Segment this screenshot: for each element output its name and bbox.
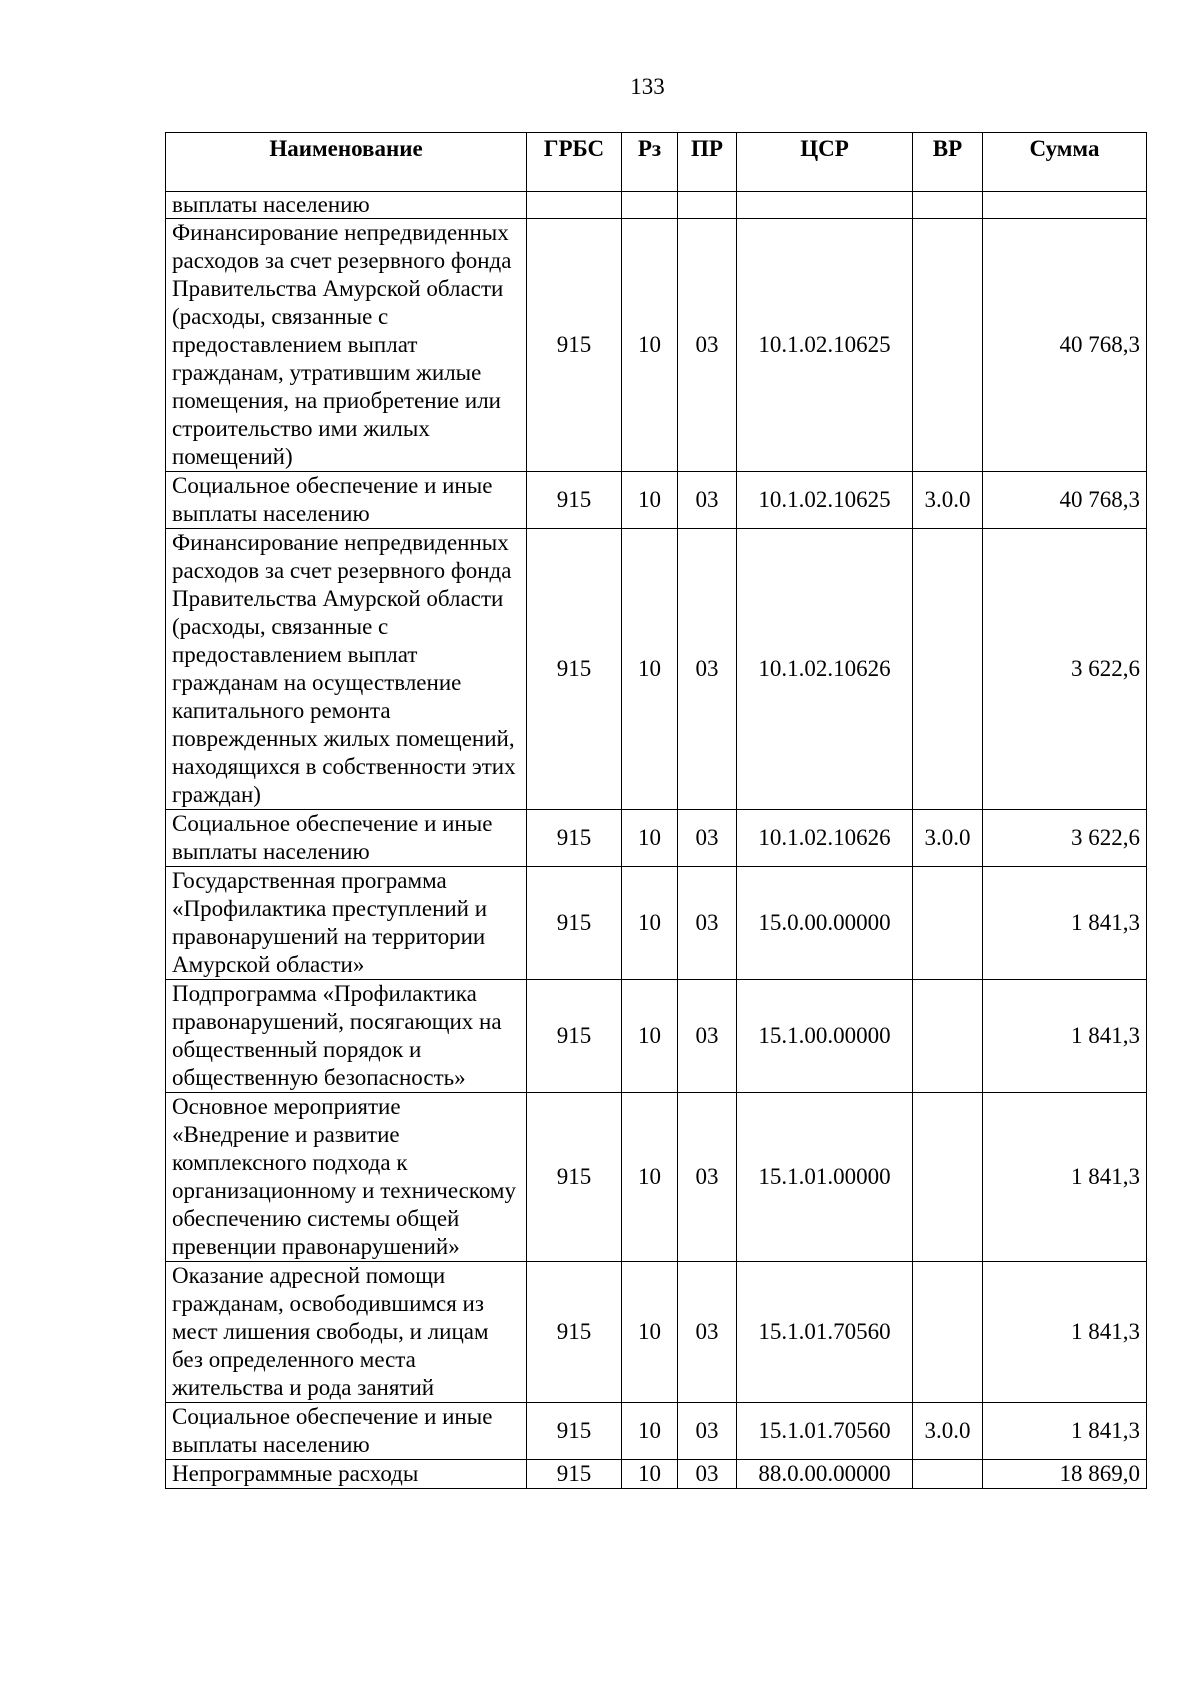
cell-vr (913, 1262, 983, 1403)
cell-rz: 10 (622, 810, 678, 867)
cell-vr: 3.0.0 (913, 1403, 983, 1460)
page-number: 133 (630, 74, 665, 99)
cell-sum: 1 841,3 (983, 1403, 1147, 1460)
cell-rz: 10 (622, 1262, 678, 1403)
cell-name: Государственная программа «Профилактика преступлений и правонарушений на территории Амурской области» (166, 867, 527, 980)
cell-rz: 10 (622, 980, 678, 1093)
cell-sum: 1 841,3 (983, 1262, 1147, 1403)
cell-vr (913, 867, 983, 980)
budget-table (165, 132, 1147, 1489)
cell-name: Социальное обеспечение и иные выплаты населению (166, 1403, 527, 1460)
header-grbs: ГРБС (527, 133, 622, 192)
header-sum: Сумма (983, 133, 1147, 192)
cell-sum: 3 622,6 (983, 810, 1147, 867)
cell-rz (622, 192, 678, 219)
cell-grbs: 915 (527, 1460, 622, 1489)
cell-pr: 03 (678, 867, 737, 980)
cell-sum: 18 869,0 (983, 1460, 1147, 1489)
cell-vr (913, 219, 983, 472)
cell-pr: 03 (678, 980, 737, 1093)
cell-grbs: 915 (527, 1093, 622, 1262)
cell-rz: 10 (622, 1403, 678, 1460)
cell-rz: 10 (622, 219, 678, 472)
cell-sum: 1 841,3 (983, 1093, 1147, 1262)
cell-name: Социальное обеспечение и иные выплаты населению (166, 472, 527, 529)
table-row (166, 810, 1147, 867)
cell-csr: 15.1.00.00000 (737, 980, 913, 1093)
cell-sum: 1 841,3 (983, 980, 1147, 1093)
cell-name: Подпрограмма «Профилактика правонарушений, посягающих на общественный порядок и общественную безопасность» (166, 980, 527, 1093)
cell-name: Оказание адресной помощи гражданам, освободившимся из мест лишения свободы, и лицам без определенного места жительства и рода занятий (166, 1262, 527, 1403)
cell-grbs: 915 (527, 980, 622, 1093)
cell-rz: 10 (622, 529, 678, 810)
cell-sum: 40 768,3 (983, 219, 1147, 472)
cell-rz: 10 (622, 472, 678, 529)
table-row (166, 867, 1147, 980)
cell-csr (737, 192, 913, 219)
cell-sum: 1 841,3 (983, 867, 1147, 980)
cell-csr: 15.1.01.00000 (737, 1093, 913, 1262)
cell-grbs: 915 (527, 810, 622, 867)
cell-pr: 03 (678, 472, 737, 529)
table-row (166, 1093, 1147, 1262)
table-row (166, 219, 1147, 472)
cell-name: Основное мероприятие «Внедрение и развитие комплексного подхода к организационному и техническому обеспечению системы общей превенции правонарушений» (166, 1093, 527, 1262)
table-row (166, 980, 1147, 1093)
cell-rz: 10 (622, 1460, 678, 1489)
header-csr: ЦСР (737, 133, 913, 192)
cell-vr: 3.0.0 (913, 472, 983, 529)
cell-pr: 03 (678, 1460, 737, 1489)
cell-name: Финансирование непредвиденных расходов за счет резервного фонда Правительства Амурской области (расходы, связанные с предоставлением выплат гражданам на осуществление капитального ремонта поврежденных жилых помещений, находящихся в собственности этих граждан) (166, 529, 527, 810)
cell-name: Финансирование непредвиденных расходов за счет резервного фонда Правительства Амурской области (расходы, связанные с предоставлением выплат гражданам, утратившим жилые помещения, на приобретение или строительство ими жилых помещений) (166, 219, 527, 472)
header-pr: ПР (678, 133, 737, 192)
cell-grbs: 915 (527, 219, 622, 472)
table-row (166, 192, 1147, 219)
table-row (166, 529, 1147, 810)
cell-grbs: 915 (527, 472, 622, 529)
cell-sum: 3 622,6 (983, 529, 1147, 810)
cell-csr: 10.1.02.10626 (737, 529, 913, 810)
cell-vr: 3.0.0 (913, 810, 983, 867)
table-row (166, 1262, 1147, 1403)
cell-csr: 88.0.00.00000 (737, 1460, 913, 1489)
cell-rz: 10 (622, 867, 678, 980)
cell-grbs: 915 (527, 1403, 622, 1460)
cell-sum (983, 192, 1147, 219)
cell-csr: 10.1.02.10626 (737, 810, 913, 867)
cell-vr (913, 1093, 983, 1262)
cell-pr: 03 (678, 1262, 737, 1403)
cell-csr: 15.1.01.70560 (737, 1262, 913, 1403)
cell-grbs: 915 (527, 867, 622, 980)
cell-pr: 03 (678, 810, 737, 867)
table-row (166, 1403, 1147, 1460)
cell-csr: 15.1.01.70560 (737, 1403, 913, 1460)
table-row (166, 472, 1147, 529)
cell-pr: 03 (678, 529, 737, 810)
cell-grbs: 915 (527, 529, 622, 810)
cell-rz: 10 (622, 1093, 678, 1262)
cell-vr (913, 1460, 983, 1489)
cell-name: выплаты населению (166, 192, 527, 219)
header-rz: Рз (622, 133, 678, 192)
cell-pr: 03 (678, 1403, 737, 1460)
cell-name: Социальное обеспечение и иные выплаты населению (166, 810, 527, 867)
cell-vr (913, 529, 983, 810)
table-header-row (166, 133, 1147, 192)
cell-csr: 15.0.00.00000 (737, 867, 913, 980)
cell-name: Непрограммные расходы (166, 1460, 527, 1489)
cell-pr (678, 192, 737, 219)
cell-grbs: 915 (527, 1262, 622, 1403)
cell-grbs (527, 192, 622, 219)
cell-csr: 10.1.02.10625 (737, 219, 913, 472)
cell-pr: 03 (678, 219, 737, 472)
cell-vr (913, 980, 983, 1093)
header-vr: ВР (913, 133, 983, 192)
cell-csr: 10.1.02.10625 (737, 472, 913, 529)
header-name: Наименование (166, 133, 527, 192)
cell-vr (913, 192, 983, 219)
cell-sum: 40 768,3 (983, 472, 1147, 529)
table-row (166, 1460, 1147, 1489)
cell-pr: 03 (678, 1093, 737, 1262)
